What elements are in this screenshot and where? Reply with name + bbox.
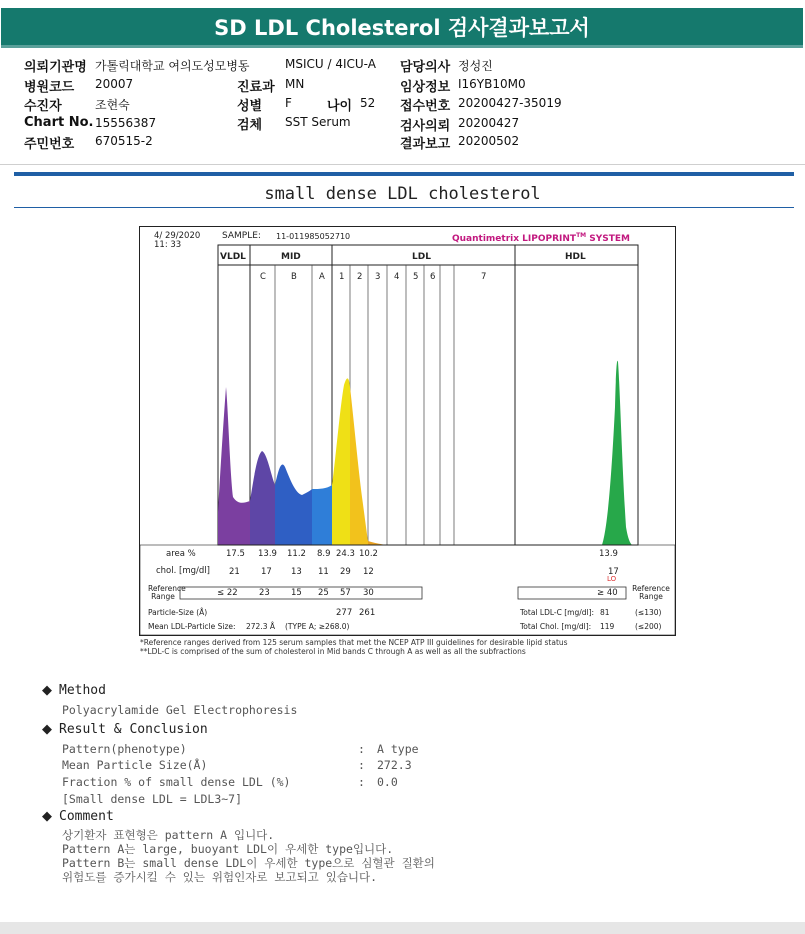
info-value: 15556387	[95, 116, 157, 130]
mean-size-label: Mean LDL-Particle Size:	[148, 622, 236, 631]
band-label: 2	[357, 272, 363, 282]
result-colon: :	[358, 742, 365, 756]
ref-mid-a: 25	[318, 588, 329, 598]
mid-c-peak	[250, 451, 275, 545]
patient-info-table	[0, 52, 805, 164]
result-value: 272.3	[377, 758, 412, 772]
ref-mid-c: 23	[259, 588, 270, 598]
chol-vldl: 21	[229, 567, 240, 577]
ref-ldl2: 30	[363, 588, 374, 598]
info-label: 임상정보	[400, 80, 451, 95]
total-ldl-label: Total LDL-C [mg/dl]:	[520, 608, 595, 617]
chol-row-label: chol. [mg/dl]	[156, 566, 210, 576]
band-label: 5	[413, 272, 419, 282]
info-label: 검사의뢰	[400, 119, 451, 134]
area-hdl: 13.9	[599, 549, 618, 559]
info-label: Chart No.	[24, 115, 94, 130]
ref-ldl1: 57	[340, 588, 351, 598]
result-note: [Small dense LDL = LDL3~7]	[62, 792, 243, 806]
info-label: 수진자	[24, 99, 62, 114]
method-heading	[42, 683, 106, 698]
area-vldl: 17.5	[226, 549, 245, 559]
area-ldl1: 24.3	[336, 549, 355, 559]
ldl1-peak	[332, 378, 350, 545]
total-ldl-ref: (≤130)	[635, 608, 662, 617]
mean-size-value: 272.3 Å	[246, 622, 275, 631]
info-value: SST Serum	[285, 115, 351, 129]
comment-line: 상기환자 표현형은 pattern A 입니다.	[62, 828, 275, 842]
particle-size-label: Particle-Size (Å)	[148, 608, 208, 617]
info-value: 670515-2	[95, 134, 153, 148]
ref-hdl: ≥ 40	[597, 588, 618, 598]
info-label: 결과보고	[400, 137, 451, 152]
particle-size-ldl2: 261	[359, 608, 376, 618]
method-text: Polyacrylamide Gel Electrophoresis	[62, 703, 298, 717]
chol-mid-a: 11	[318, 567, 329, 577]
band-label: C	[260, 272, 266, 282]
info-value: 20200427-35019	[458, 96, 562, 110]
result-value: A type	[377, 742, 419, 756]
bottom-bar	[0, 922, 805, 934]
result-colon: :	[358, 775, 365, 789]
band-label: A	[319, 272, 325, 282]
info-value: 20200427	[458, 116, 520, 130]
mid-a-peak	[312, 485, 332, 545]
comment-heading	[42, 809, 114, 824]
ldl3-peak	[368, 541, 387, 545]
total-chol-ref: (≤200)	[635, 622, 662, 631]
comment-heading-text: Comment	[59, 809, 114, 824]
ref-vldl: ≤ 22	[217, 588, 238, 598]
sample-id: 11-011985052710	[276, 232, 351, 241]
area-mid-a: 8.9	[317, 549, 331, 559]
chol-ldl2: 12	[363, 567, 374, 577]
result-heading	[42, 722, 208, 737]
age-value: 52	[360, 96, 376, 110]
chol-mid-c: 17	[261, 567, 272, 577]
info-value: MSICU / 4ICU-A	[285, 57, 376, 71]
info-value: MN	[285, 77, 305, 91]
info-value: 가톨릭대학교 여의도성모병동	[95, 59, 250, 73]
group-label-hdl: HDL	[565, 252, 586, 262]
result-label: Pattern(phenotype)	[62, 742, 187, 756]
info-value: F	[285, 96, 292, 110]
band-label: 7	[481, 272, 487, 282]
diamond-bullet-icon: ◆	[42, 809, 52, 824]
chol-ldl1: 29	[340, 567, 351, 577]
area-ldl2: 10.2	[359, 549, 378, 559]
info-label: 주민번호	[24, 137, 75, 152]
comment-line: 위험도를 증가시킬 수 있는 위험인자로 보고되고 있습니다.	[62, 870, 378, 884]
info-label: 접수번호	[400, 99, 451, 114]
ref-mid-b: 15	[291, 588, 302, 598]
mid-b-peak	[275, 465, 312, 545]
electrophoresis-scan	[140, 227, 675, 635]
report-title: SD LDL Cholesterol 검사결과보고서	[214, 15, 590, 40]
age-label: 나이	[327, 99, 353, 114]
info-value: 20007	[95, 77, 134, 91]
hdl-low-flag: LO	[607, 575, 617, 583]
info-value: 조현숙	[95, 98, 130, 112]
result-label: Mean Particle Size(Å)	[62, 758, 208, 772]
info-label: 의뢰기관명	[24, 60, 87, 75]
divider	[0, 164, 805, 165]
info-label: 담당의사	[400, 60, 451, 75]
band-label: 1	[339, 272, 345, 282]
mean-size-type: (TYPE A; ≥268.0)	[285, 622, 350, 631]
particle-size-ldl1: 277	[336, 608, 353, 618]
brand-name	[452, 232, 630, 244]
divider	[14, 172, 794, 176]
group-label-vldl: VLDL	[220, 252, 246, 262]
band-label: 3	[375, 272, 381, 282]
hdl-peak	[602, 361, 632, 545]
footnote: **LDL-C is comprised of the sum of cholesterol in Mid bands C through A as well as all the subfractions	[140, 647, 526, 656]
result-value: 0.0	[377, 775, 398, 789]
scan-time: 11: 33	[154, 240, 182, 250]
diamond-bullet-icon: ◆	[42, 683, 52, 698]
group-label-mid: MID	[281, 252, 301, 262]
chol-hdl: 17	[608, 567, 619, 577]
vldl-peak	[218, 387, 250, 545]
footnote: *Reference ranges derived from 125 serum samples that met the NCEP ATP III guidelines for desirable lipid status	[140, 638, 568, 647]
total-ldl-value: 81	[600, 608, 610, 617]
chol-mid-b: 13	[291, 567, 302, 577]
divider	[14, 207, 794, 208]
brand-tm: TM	[576, 232, 587, 239]
report-title-bar	[1, 8, 803, 48]
result-heading-text: Result & Conclusion	[59, 722, 208, 737]
total-chol-value: 119	[600, 622, 615, 631]
info-label: 병원코드	[24, 80, 75, 95]
brand-suffix: SYSTEM	[586, 234, 630, 244]
brand-text: Quantimetrix LIPOPRINT	[452, 234, 577, 244]
ref-row-label-right: Reference Range	[632, 584, 670, 601]
method-heading-text: Method	[59, 683, 106, 698]
ldl2-peak	[350, 387, 368, 545]
diamond-bullet-icon: ◆	[42, 722, 52, 737]
total-chol-label: Total Chol. [mg/dl]:	[520, 622, 592, 631]
area-mid-b: 11.2	[287, 549, 306, 559]
info-label: 진료과	[237, 80, 275, 95]
info-value: 20200502	[458, 134, 520, 148]
info-value: I16YB10M0	[458, 77, 526, 91]
area-row-label: area %	[166, 549, 196, 559]
info-label: 검체	[237, 118, 263, 133]
band-label: 4	[394, 272, 400, 282]
info-label: 성별	[237, 99, 263, 114]
band-label: 6	[430, 272, 436, 282]
result-colon: :	[358, 758, 365, 772]
area-mid-c: 13.9	[258, 549, 277, 559]
group-label-ldl: LDL	[412, 252, 431, 262]
result-label: Fraction % of small dense LDL (%)	[62, 775, 291, 789]
scan-date: 4/ 29/2020	[154, 231, 201, 241]
lipoprint-report	[139, 226, 676, 636]
sample-label: SAMPLE:	[222, 231, 261, 241]
comment-line: Pattern B는 small dense LDL이 우세한 type으로 심혈관 질환의	[62, 856, 435, 870]
section-title: small dense LDL cholesterol	[264, 184, 541, 204]
comment-line: Pattern A는 large, buoyant LDL이 우세한 type입니다.	[62, 842, 394, 856]
band-label: B	[291, 272, 297, 282]
ref-row-label: Reference Range	[148, 584, 186, 601]
info-value: 정성진	[458, 59, 493, 73]
